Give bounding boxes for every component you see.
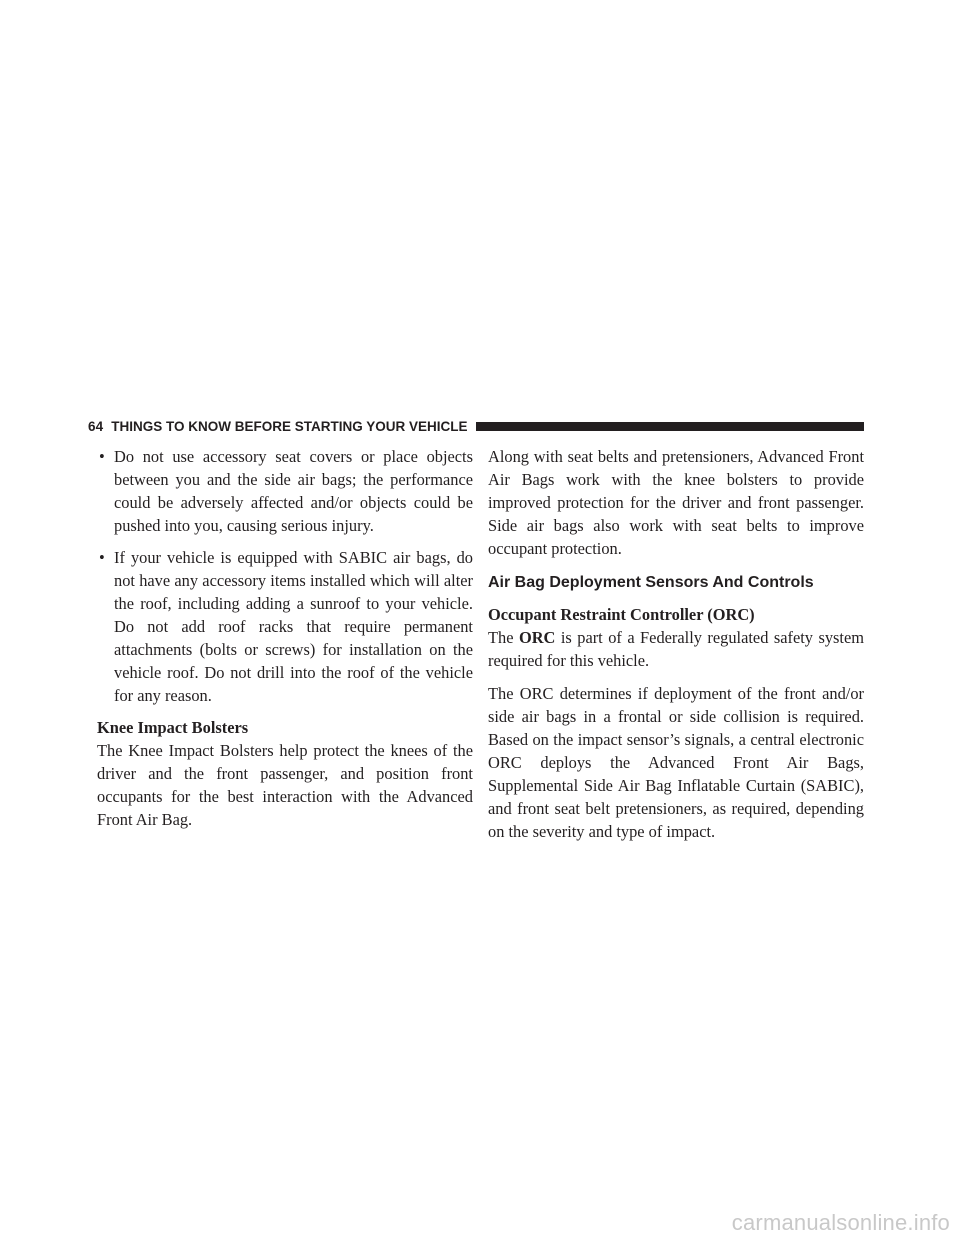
left-column	[97, 445, 473, 831]
header-rule	[476, 422, 865, 431]
orc-bold-term: ORC	[518, 628, 556, 647]
right-column	[488, 445, 864, 843]
orc-paragraph-1	[488, 626, 864, 672]
orc-paragraph-2: The ORC determines if deployment of the front and/or side air bags in a frontal or side collision is required. Based on the impact sensor’s signals, a central electronic ORC deploys the Advanced Front Air Bags, Supplemental Side Air Bag Inflatable Curtain (SABIC), and front seat belt pretensioners, as required, depending on the severity and type of impact.	[488, 684, 864, 841]
page-number: 64	[88, 418, 104, 434]
watermark: carmanualsonline.info	[731, 1210, 950, 1235]
knee-bolsters-text: The Knee Impact Bolsters help protect the knees of the driver and the front passenger, and position front occupants for the best interaction with the Advanced Front Air Bag.	[97, 741, 473, 829]
intro-paragraph: Along with seat belts and pretensioners, Advanced Front Air Bags work with the knee bolsters to provide improved protection for the driver and front passenger. Side air bags also work with seat belts to improve occupant protection.	[488, 447, 864, 558]
bullet-icon: •	[99, 447, 105, 466]
list-item	[97, 546, 473, 707]
knee-bolsters-heading: Knee Impact Bolsters	[97, 718, 249, 737]
section-heading: Air Bag Deployment Sensors And Controls	[488, 574, 814, 591]
bullet-text: Do not use accessory seat covers or place objects between you and the side air bags; the performance could be adversely affected and/or objects could be pushed into you, causing serious injury.	[114, 447, 473, 535]
orc-prefix: The	[488, 628, 514, 647]
orc-rest: is part of a Federally regulated safety system required for this vehicle.	[488, 628, 864, 670]
bullet-list	[97, 445, 473, 707]
list-item	[97, 445, 473, 537]
orc-heading: Occupant Restraint Controller (ORC)	[488, 605, 755, 624]
bullet-text: If your vehicle is equipped with SABIC air bags, do not have any accessory items installed which will alter the roof, including adding a sunroof to your vehicle. Do not add roof racks that require permanent attachments (bolts or screws) for installation on the vehicle roof. Do not drill into the roof of the vehicle for any reason.	[114, 548, 473, 705]
section-title: THINGS TO KNOW BEFORE STARTING YOUR VEHICLE	[111, 418, 468, 434]
bullet-icon: •	[99, 548, 105, 567]
page-header	[88, 415, 864, 437]
